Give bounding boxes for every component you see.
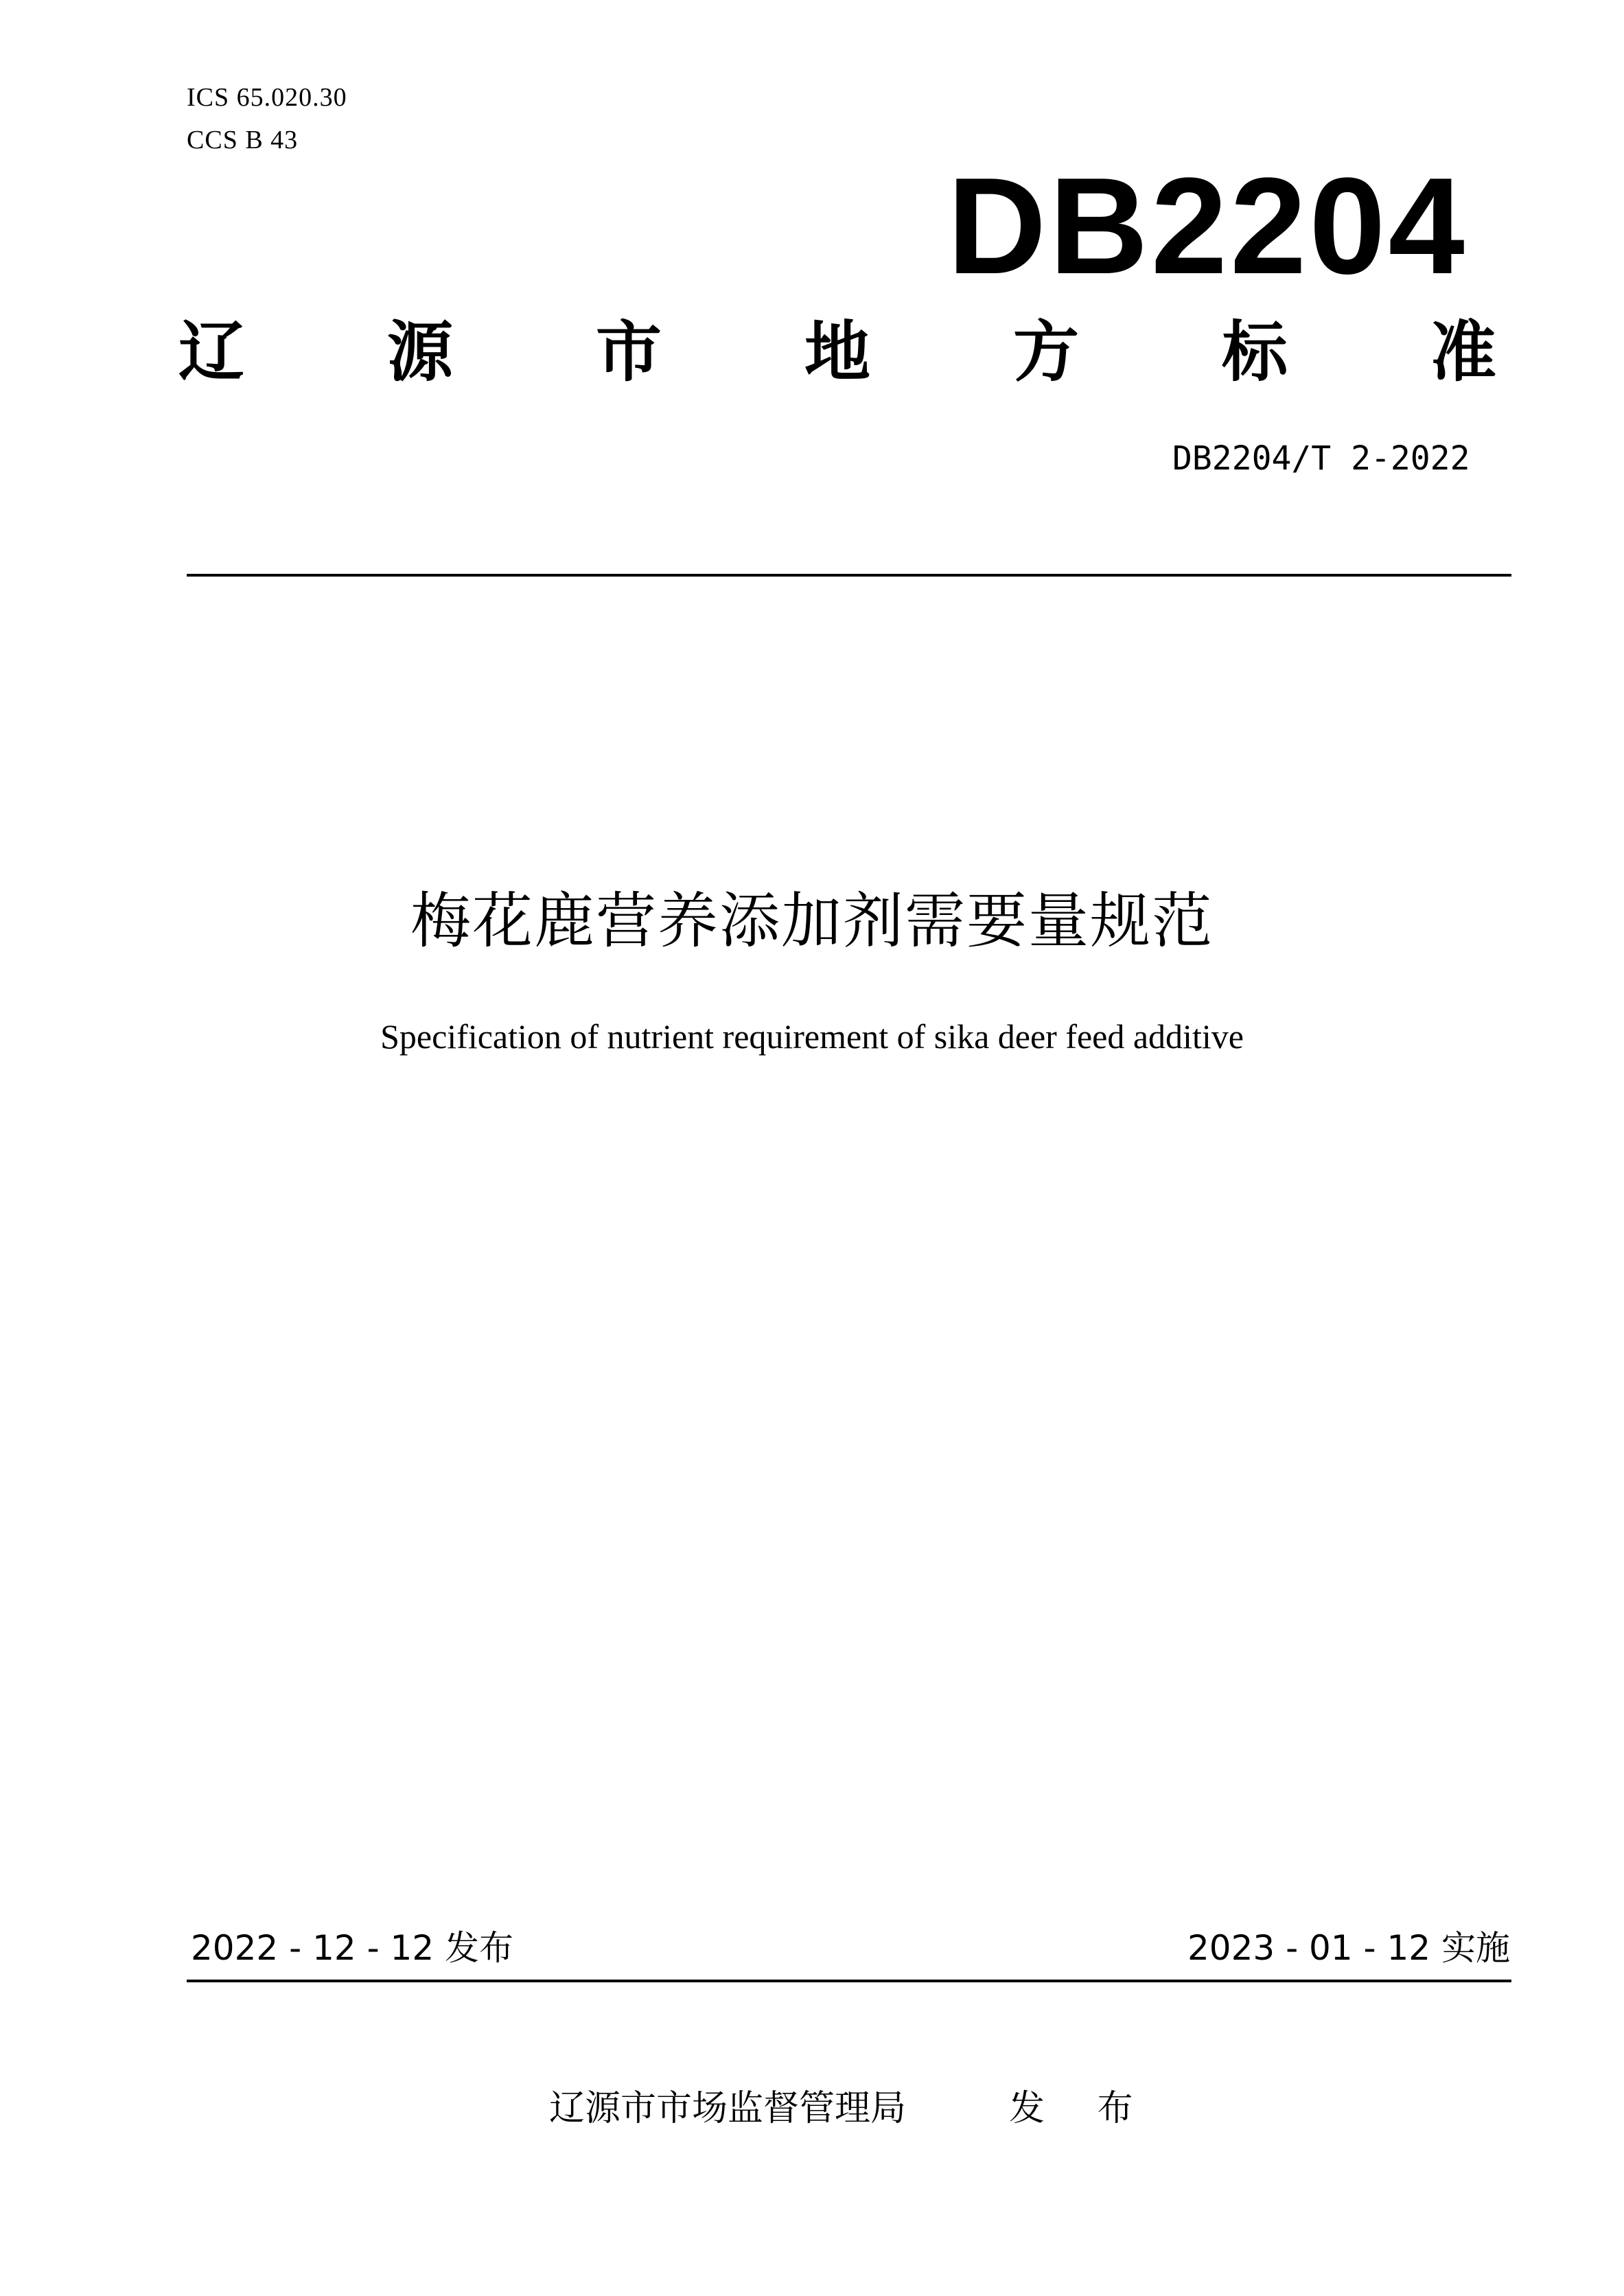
- top-divider: [187, 574, 1511, 577]
- standard-type-char: 市: [596, 314, 662, 391]
- standard-type-char: 源: [387, 314, 453, 391]
- standard-type-char: 准: [1430, 314, 1496, 391]
- publisher-name: 辽源市市场监督管理局: [549, 2088, 907, 2129]
- issue-date: 2022 - 12 - 12 发布: [191, 1928, 514, 1968]
- title-chinese: 梅花鹿营养添加剂需要量规范: [410, 885, 1214, 956]
- standard-type-heading: [178, 314, 1496, 390]
- standard-type-char: 地: [804, 314, 870, 391]
- standard-type-char: 标: [1222, 314, 1288, 391]
- standard-mark: DB2204: [947, 150, 1468, 303]
- ics-code: ICS 65.020.30: [187, 83, 347, 112]
- bottom-divider: [187, 1980, 1511, 1982]
- standard-type-char: 方: [1013, 314, 1079, 391]
- standard-number: DB2204/T 2-2022: [1172, 439, 1470, 478]
- title-english: Specification of nutrient requirement of sika deer feed additive: [380, 1017, 1244, 1056]
- implementation-date: 2023 - 01 - 12 实施: [1187, 1928, 1510, 1968]
- publish-label: 发 布: [1009, 2088, 1154, 2129]
- ccs-code: CCS B 43: [187, 126, 299, 154]
- standard-type-char: 辽: [178, 314, 244, 391]
